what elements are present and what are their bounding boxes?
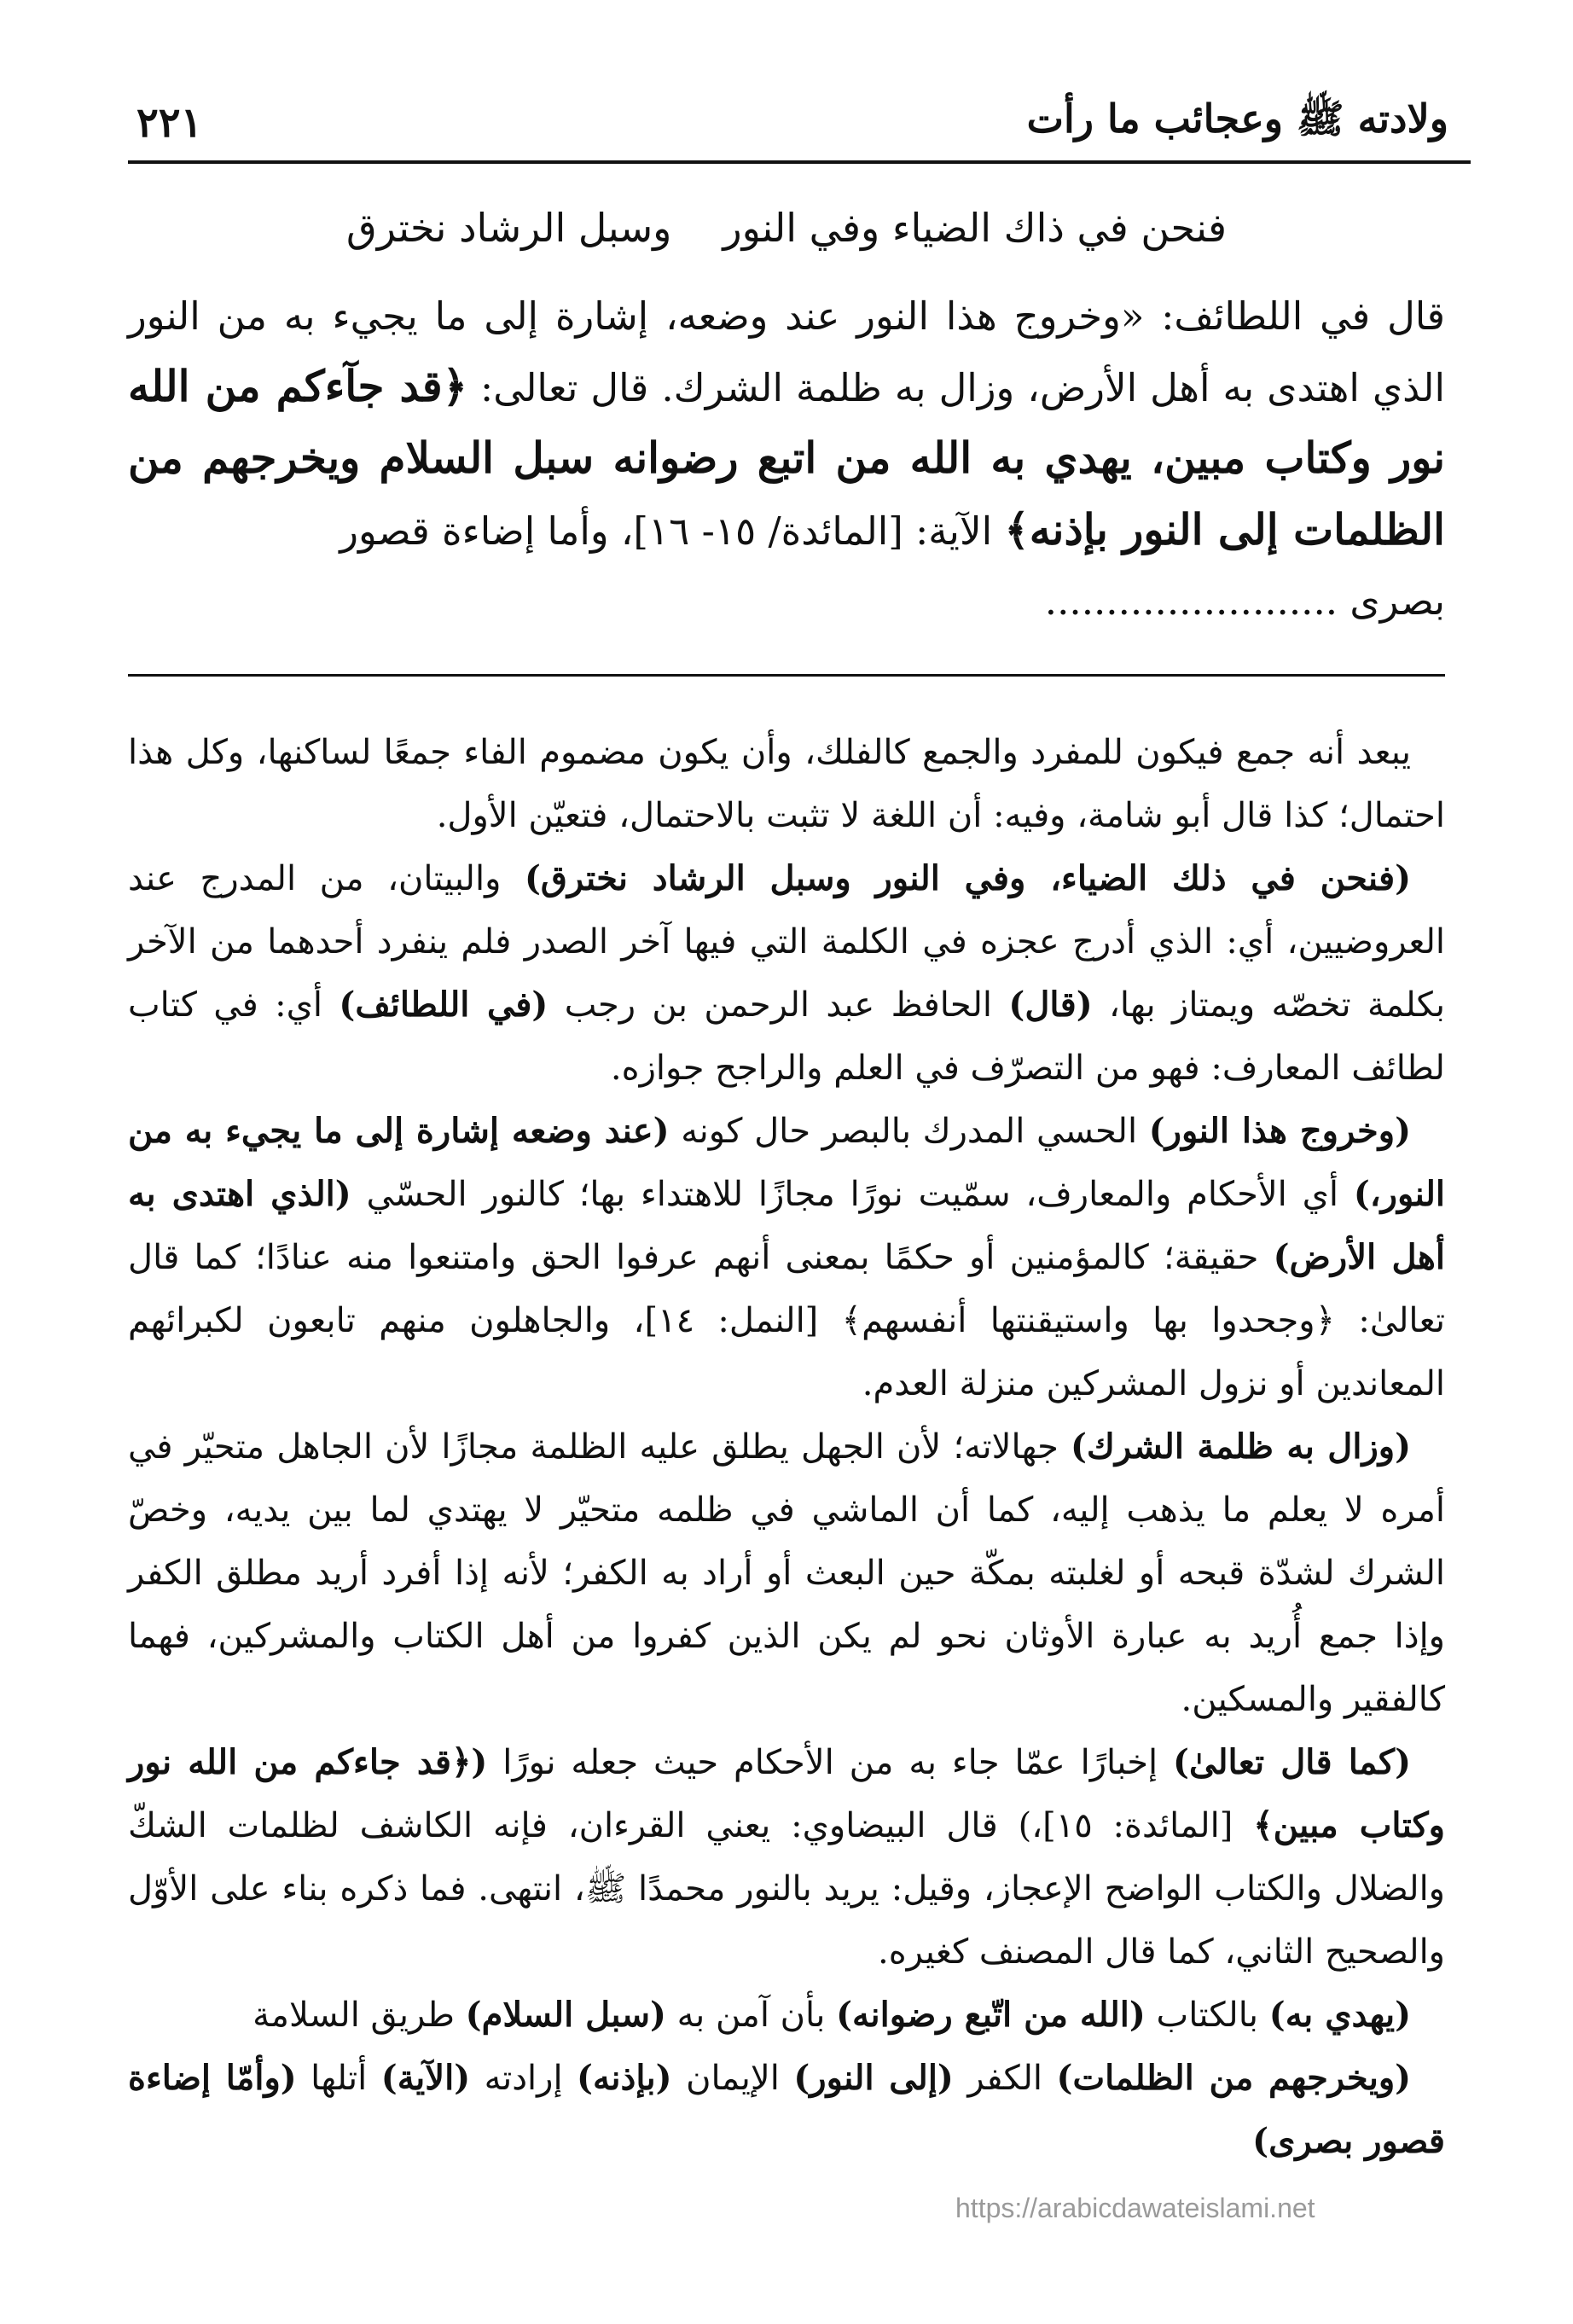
text-span: يبعد أنه جمع فيكون للمفرد والجمع كالفلك، وأن يكون مضموم الفاء جمعًا لساكنها، وكل هذا احتمال؛ كذا قال أبو شامة، وفيه: أن اللغة لا تثبت بالاحتمال، فتعيّن الأول. (128, 733, 1445, 835)
text-span: إرادته (484, 2059, 563, 2098)
quran-quote: ﴿قد جآءكم من الله نور وكتاب مبين، يهدي به الله من اتبع رضوانه سبل السلام ويخرجهم من الظلمات إلى النور بإذنه﴾ (128, 361, 1445, 555)
page-header (128, 85, 1471, 164)
commentary (128, 721, 1445, 2173)
commentary-paragraph (128, 1984, 1445, 2047)
text-span: الحافظ عبد الرحمن بن رجب (564, 985, 993, 1025)
quoted-phrase: (فنحن في ذلك الضياء، وفي النور وسبل الرشاد نخترق) (524, 858, 1412, 898)
text-span: والبيتان، من المدرج عند العروضيين، أي: الذي أدرج عجزه في الكلمة التي فيها آخر الصدر فلم ينفرد أحدهما من الآخر بكلمة تخصّه ويمتاز بها، (128, 859, 1446, 1025)
commentary-paragraph (128, 1100, 1445, 1415)
commentary-paragraph (128, 721, 1445, 847)
quoted-phrase: (كما قال تعالىٰ) (1173, 1742, 1412, 1782)
quoted-phrase: (وأمّا إضاءة قصور بصرى) (128, 2058, 1445, 2161)
quoted-phrase: (وزال به ظلمة الشرك) (1071, 1426, 1412, 1467)
text-span: الإيمان (686, 2059, 780, 2098)
text-span: الكفر (967, 2059, 1043, 2098)
main-intro: قال في اللطائف: «وخروج هذا النور عند وضعه، إشارة إلى ما يجيء به من النور الذي اهتدى به أهل الأرض، وزال به ظلمة الشرك. قال تعالى: (128, 293, 1446, 410)
quoted-phrase: (الله من اتّبع رضوانه) (836, 1995, 1146, 2035)
quoted-phrase: (قال) (1008, 985, 1093, 1025)
text-span: حقيقة؛ كالمؤمنين أو حكمًا بمعنى أنهم عرفوا الحق وامتنعوا منه عنادًا؛ كما قال تعالىٰ: ﴿وجحدوا بها واستيقنتها أنفسهم﴾ [النمل: ١٤]، والجاهلون منهم تابعون لكبرائهم المعاندين أو نزول المشركين منزلة العدم. (128, 1238, 1445, 1403)
text-span: أتلها (311, 2059, 368, 2098)
quoted-phrase: (﴿قد جاءكم من الله نور وكتاب مبين﴾ (128, 1742, 1445, 1845)
poem-verse (136, 205, 1437, 251)
text-span: [المائدة: ١٥]،) قال البيضاوي: يعني القرءان، فإنه الكاشف لظلمات الشكّ والضلال والكتاب الواضح الإعجاز، وقيل: يريد بالنور محمدًا ﷺ، انتهى. فما ذكره بناء على الأوّل والصحيح الثاني، كما قال المصنف كغيره. (128, 1806, 1445, 1972)
footnote-separator (128, 674, 1445, 677)
commentary-paragraph (128, 2047, 1445, 2173)
quoted-phrase: (الذي اهتدى به أهل الأرض) (128, 1174, 1446, 1277)
text-span: بالكتاب (1156, 1996, 1259, 2035)
quoted-phrase: (سبل السلام) (465, 1995, 666, 2035)
quoted-phrase: (ويخرجهم من الظلمات) (1056, 2058, 1412, 2098)
text-span: بأن آمن به (676, 1996, 826, 2035)
text-span: إخبارًا عمّا جاء به من الأحكام حيث جعله نورًا (502, 1743, 1158, 1782)
verse-second-hemistich: وسبل الرشاد نخترق (346, 205, 672, 251)
text-span: أي الأحكام والمعارف، سمّيت نورًا مجازًا للاهتداء بها؛ كالنور الحسّي (366, 1175, 1339, 1214)
quoted-phrase: (يهدي به) (1268, 1995, 1411, 2035)
quoted-phrase: (وخروج هذا النور) (1148, 1111, 1412, 1151)
quoted-phrase: (عند وضعه إشارة إلى ما يجيء به من النور،) (128, 1111, 1445, 1214)
text-span: طريق السلامة (252, 1996, 455, 2035)
text-span: جهالاته؛ لأن الجهل يطلق عليه الظلمة مجازًا لأن الجاهل متحيّر في أمره لا يعلم ما يذهب إليه، كما أن الماشي في ظلمه متحيّر لا يهتدي لما بين يديه، وخصّ الشرك لشدّة قبحه أو لغلبته بمكّة حين البعث أو أراد به الكفر؛ لأنه إذا أفرد أريد مطلق الكفر وإذا جمع أُريد به عبارة الأوثان نحو لم يكن الذين كفروا من أهل الكتاب والمشركين، فهما كالفقير والمسكين. (128, 1427, 1445, 1719)
commentary-paragraph (128, 1415, 1445, 1731)
watermark-url: https://arabicdawateislami.net (955, 2193, 1315, 2223)
main-after-quran: الآية: [المائدة/ ١٥- ١٦]، وأما إضاءة قصور (340, 508, 993, 554)
quoted-phrase: (إلى النور) (793, 2058, 954, 2098)
commentary-paragraph (128, 847, 1445, 1100)
main-text (128, 282, 1445, 636)
verse-first-hemistich: فنحن في ذاك الضياء وفي النور (723, 205, 1228, 251)
quoted-phrase: (في اللطائف) (339, 985, 549, 1025)
quoted-phrase: (بإذنه) (577, 2058, 672, 2098)
text-span: أي: في كتاب لطائف المعارف: فهو من التصرّف في العلم والراجح جوازه. (128, 985, 1445, 1088)
page-number: ٢٢١ (136, 99, 203, 147)
quoted-phrase: (الآية) (380, 2058, 471, 2098)
commentary-paragraph (128, 1731, 1445, 1984)
chapter-title: ولادته ﷺ وعجائب ما رأت (1026, 95, 1448, 142)
text-span: الحسي المدرك بالبصر حال كونه (681, 1112, 1138, 1151)
main-continuation: بصرى ........................ (1044, 578, 1445, 624)
